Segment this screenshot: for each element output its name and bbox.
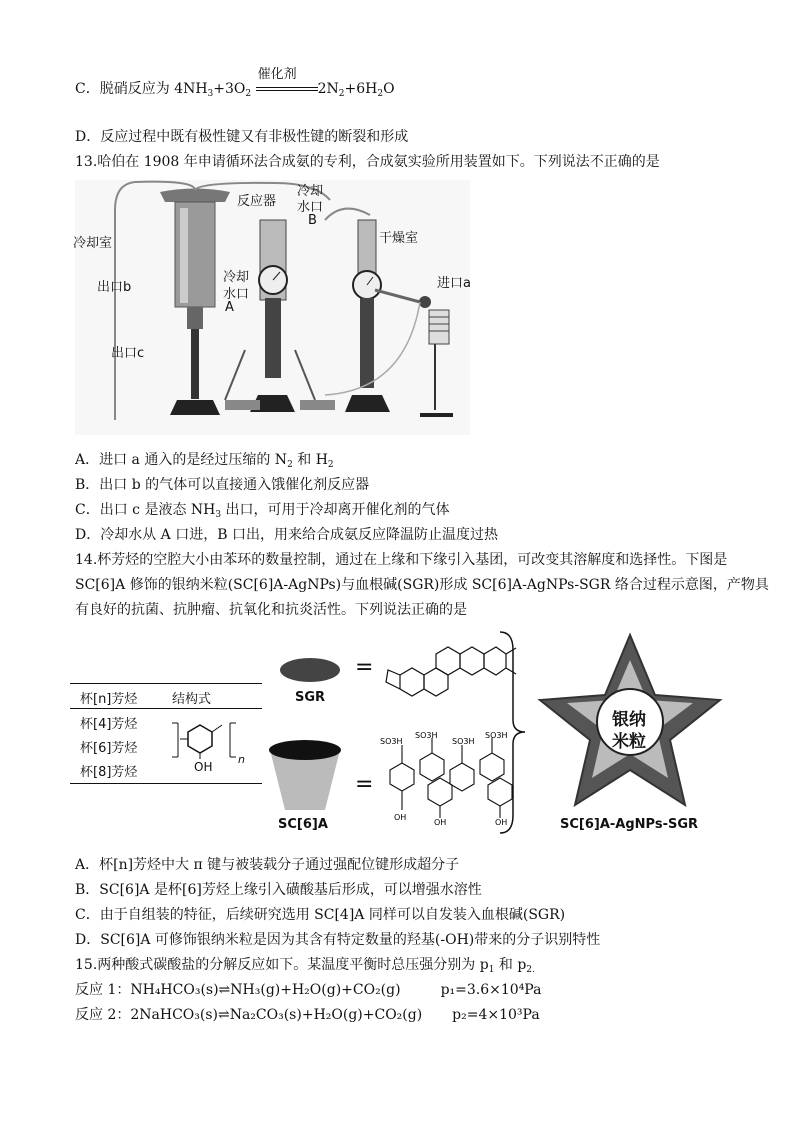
subscript: 3 (215, 510, 222, 520)
text: +3O (213, 81, 246, 97)
q15-stem (75, 956, 535, 979)
calixarene-figure (70, 625, 730, 840)
q14-stem-3: 有良好的抗菌、抗肿瘤、抗氧化和抗炎活性。下列说法正确的是 (75, 602, 467, 618)
q14-option-d: D．SC[6]A 可修饰银纳米粒是因为其含有特定数量的羟基(-OH)带来的分子识别特性 (75, 932, 601, 948)
text: A．进口 a 通入的是经过压缩的 N (75, 452, 288, 468)
label-outlet-c: 出口c (111, 346, 145, 361)
label-cooling-water-a-2: 水口 (223, 287, 250, 302)
equals-sign-1: = (355, 655, 374, 680)
subscript: 2 (245, 89, 252, 99)
q13-stem: 13.哈伯在 1908 年申请循环法合成氨的专利，合成氨实验所用装置如下。下列说法不正确的是 (75, 154, 660, 170)
reaction-2-label: 反应 2： (75, 1007, 131, 1023)
label-n: n (238, 753, 245, 766)
q13-option-d: D．冷却水从 A 口进，B 口出，用来给合成氨反应降温防止温度过热 (75, 527, 498, 543)
table-header-structure: 结构式 (172, 692, 212, 707)
equals-sign-2: = (355, 772, 374, 797)
haber-apparatus-figure (75, 180, 470, 435)
q13-option-c (75, 501, 450, 524)
sc6a-cup-icon (260, 735, 350, 815)
so3h-label: SO3H (485, 731, 508, 740)
subscript: 2 (287, 460, 293, 470)
q14-stem-1: 14.杯芳烃的空腔大小由苯环的数量控制，通过在上缘和下缘引入基团，可改变其溶解度和选择性。下图是 (75, 552, 728, 568)
table-mid-rule (70, 708, 262, 709)
label-cooling-water-b-2: 水口 (297, 200, 324, 215)
so3h-label: SO3H (380, 737, 403, 746)
label-silver-nano-1: 银纳 (612, 710, 646, 730)
label-cooling-water-b-3: B (308, 213, 317, 228)
label-reactor: 反应器 (237, 194, 277, 209)
label-dry-room: 干燥室 (379, 231, 419, 246)
reaction-1-equation: NH₄HCO₃(s)⇌NH₃(g)+H₂O(g)+CO₂(g) (130, 982, 401, 998)
text: 2N (317, 81, 339, 97)
reaction-1-pressure: p₁=3.6×10⁴Pa (440, 982, 542, 998)
text: 出口，可用于冷却离开催化剂的气体 (221, 502, 450, 518)
table-row-c6: 杯[6]芳烃 (80, 741, 138, 756)
table-bottom-rule (70, 783, 262, 784)
oh-label: OH (434, 818, 447, 825)
subscript: 1 (488, 965, 495, 975)
label-sgr: SGR (295, 690, 326, 705)
q15-reaction-1: 反应 1：NH₄HCO₃(s)⇌NH₃(g)+H₂O(g)+CO₂(g) p₁=3.6×10⁴Pa (75, 982, 542, 998)
text: 和 H (292, 452, 328, 468)
text: +6H (344, 81, 378, 97)
label-cooling-water-b-1: 冷却 (297, 184, 324, 199)
reaction-2-pressure: p₂=4×10³Pa (452, 1007, 540, 1023)
label-product: SC[6]A-AgNPs-SGR (560, 817, 699, 832)
q14-option-a: A．杯[n]芳烃中大 π 键与被装载分子通过强配位键形成超分子 (75, 857, 460, 873)
subscript: 2 (327, 460, 334, 470)
so3h-label: SO3H (452, 737, 475, 746)
q13-option-a (75, 451, 334, 474)
q13-option-b: B．出口 b 的气体可以直接通入饿催化剂反应器 (75, 477, 370, 493)
label-outlet-b: 出口b (97, 280, 132, 295)
label-silver-nano-2: 米粒 (612, 732, 646, 752)
text: O (383, 81, 395, 97)
right-brace-icon (495, 630, 535, 835)
label-oh: OH (194, 760, 213, 774)
table-row-c8: 杯[8]芳烃 (80, 765, 138, 780)
label-cooling-room: 冷却室 (73, 236, 113, 251)
label-sc6a: SC[6]A (278, 817, 328, 832)
apparatus-drawing (75, 180, 470, 435)
q12-option-c (75, 67, 395, 103)
q15-reaction-2 (75, 1006, 540, 1024)
reaction-2-equation: 2NaHCO₃(s)⇌Na₂CO₃(s)+H₂O(g)+CO₂(g) (130, 1007, 423, 1023)
oh-label: OH (495, 818, 508, 825)
text: C．出口 c 是液态 NH (75, 502, 216, 518)
q14-stem-2: SC[6]A 修饰的银纳米粒(SC[6]A-AgNPs)与血根碱(SGR)形成 SC[6]A-AgNPs-SGR 络合过程示意图，产物具 (75, 577, 769, 593)
subscript: 2 (338, 89, 345, 99)
q14-option-c: C．由于自组装的特征，后续研究选用 SC[4]A 同样可以自发装入血根碱(SGR) (75, 907, 566, 923)
subscript: 2 (377, 89, 384, 99)
q12-option-d: D．反应过程中既有极性键又有非极性键的断裂和形成 (75, 129, 409, 145)
so3h-label: SO3H (415, 731, 438, 740)
subscript: 2. (526, 965, 535, 975)
table-top-rule (70, 683, 262, 684)
subscript: 3 (207, 89, 214, 99)
table-header-calixarene: 杯[n]芳烃 (80, 692, 138, 707)
q14-option-b: B．SC[6]A 是杯[6]芳烃上缘引入磺酸基后形成，可以增强水溶性 (75, 882, 482, 898)
catalyst-arrow (256, 67, 318, 98)
label-cooling-water-a-1: 冷却 (223, 270, 250, 285)
text: 15.两种酸式碳酸盐的分解反应如下。某温度平衡时总压强分别为 p (75, 957, 489, 973)
label-cooling-water-a-3: A (225, 300, 234, 315)
text: 和 p (494, 957, 527, 973)
oh-label: OH (394, 813, 407, 822)
sgr-ellipse-icon (275, 650, 345, 690)
text: C．脱硝反应为 4NH (75, 81, 208, 97)
catalyst-label: 催化剂 (257, 67, 297, 82)
label-inlet-a: 进口a (437, 276, 471, 291)
table-row-c4: 杯[4]芳烃 (80, 717, 138, 732)
